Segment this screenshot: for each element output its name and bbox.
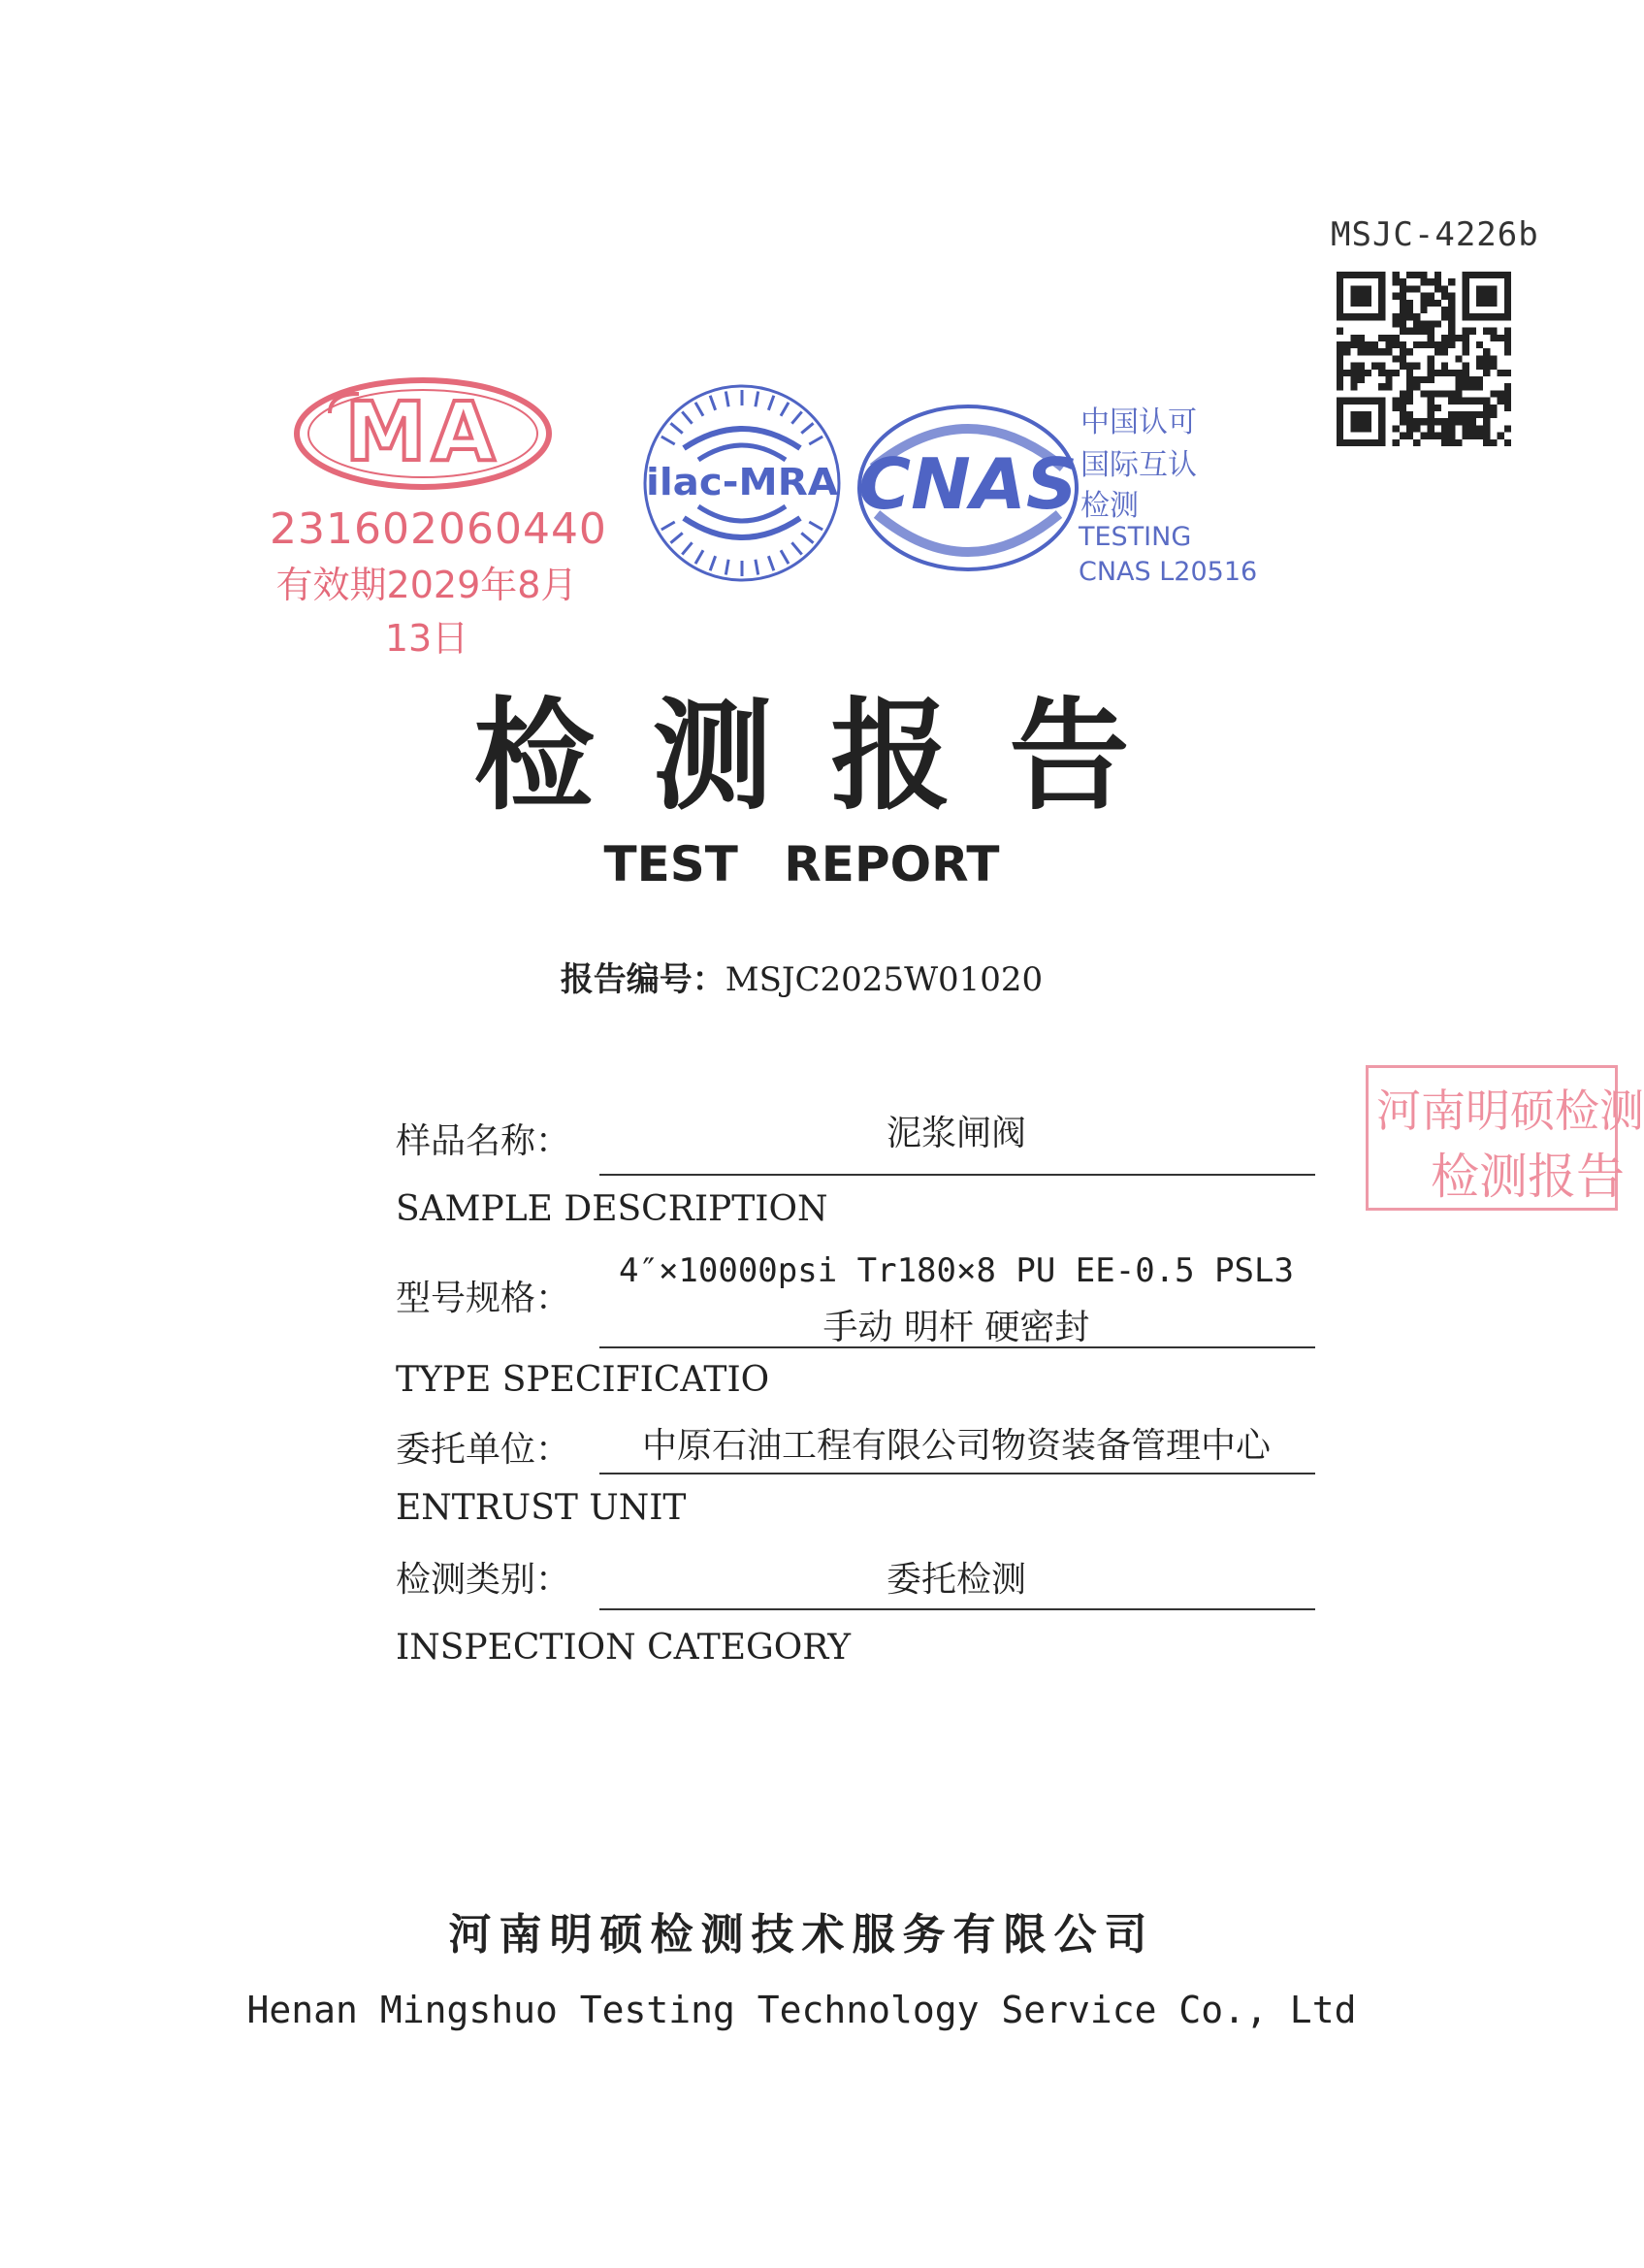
cma-number: 231602060440 [270, 504, 607, 554]
company-name-en: Henan Mingshuo Testing Technology Service Co., Ltd [246, 1989, 1357, 2031]
inspection-category-label: 检测类别： [396, 1560, 571, 1600]
sample-name-value: 泥浆闸阀 [886, 1114, 1026, 1153]
sample-name-underline [599, 1174, 1315, 1176]
type-spec-label: 型号规格： [396, 1279, 571, 1318]
cnas-logo [854, 400, 1082, 576]
type-spec-underline [599, 1346, 1315, 1348]
svg-text:ilac-MRA: ilac-MRA [646, 461, 839, 503]
entrust-unit-underline [599, 1473, 1315, 1474]
entrust-unit-label: 委托单位： [396, 1430, 571, 1470]
title-en: TEST REPORT [603, 836, 1000, 892]
qr-code [1337, 272, 1511, 446]
side-stamp-line-2: 检测报告 [1431, 1149, 1625, 1205]
type-specification-label-en: TYPE SPECIFICATIO [396, 1360, 770, 1400]
cnas-line-1: 中国认可 [1080, 405, 1197, 439]
inspection-category-value: 委托检测 [886, 1560, 1026, 1600]
type-spec-value-line-1: 4″×10000psi Tr180×8 PU EE-0.5 PSL3 [619, 1251, 1294, 1290]
entrust-unit-value: 中原石油工程有限公司物资装备管理中心 [641, 1426, 1271, 1466]
document-code: MSJC-4226b [1331, 215, 1539, 254]
cma-stamp-logo [291, 374, 555, 493]
type-spec-value-line-2: 手动 明杆 硬密封 [822, 1308, 1090, 1347]
inspection-category-underline [599, 1608, 1315, 1610]
inspection-category-label-en: INSPECTION CATEGORY [396, 1628, 852, 1668]
report-number [0, 953, 1603, 1000]
sample-name-label: 样品名称： [396, 1121, 571, 1161]
sample-description-label-en: SAMPLE DESCRIPTION [396, 1189, 828, 1229]
report-number-value: MSJC2025W01020 [725, 960, 1044, 999]
entrust-unit-label-en: ENTRUST UNIT [396, 1488, 687, 1528]
cnas-number: CNAS L20516 [1079, 557, 1258, 587]
title-cn: 检测报告 [473, 686, 1188, 826]
svg-text:MA: MA [344, 384, 501, 479]
side-seal-stamp [1366, 1065, 1644, 1211]
ilac-mra-logo [640, 380, 844, 586]
cnas-testing: TESTING [1079, 522, 1192, 552]
cma-validity: 有效期2029年8月13日 [275, 564, 578, 660]
cnas-line-3: 检测 [1080, 489, 1139, 523]
side-stamp-line-1: 河南明硕检测 [1376, 1085, 1644, 1137]
svg-text:CNAS: CNAS [858, 443, 1078, 525]
report-number-label: 报告编号： [560, 960, 725, 999]
cnas-line-2: 国际互认 [1080, 448, 1197, 482]
company-name-cn: 河南明硕检测技术服务有限公司 [448, 1910, 1155, 1960]
